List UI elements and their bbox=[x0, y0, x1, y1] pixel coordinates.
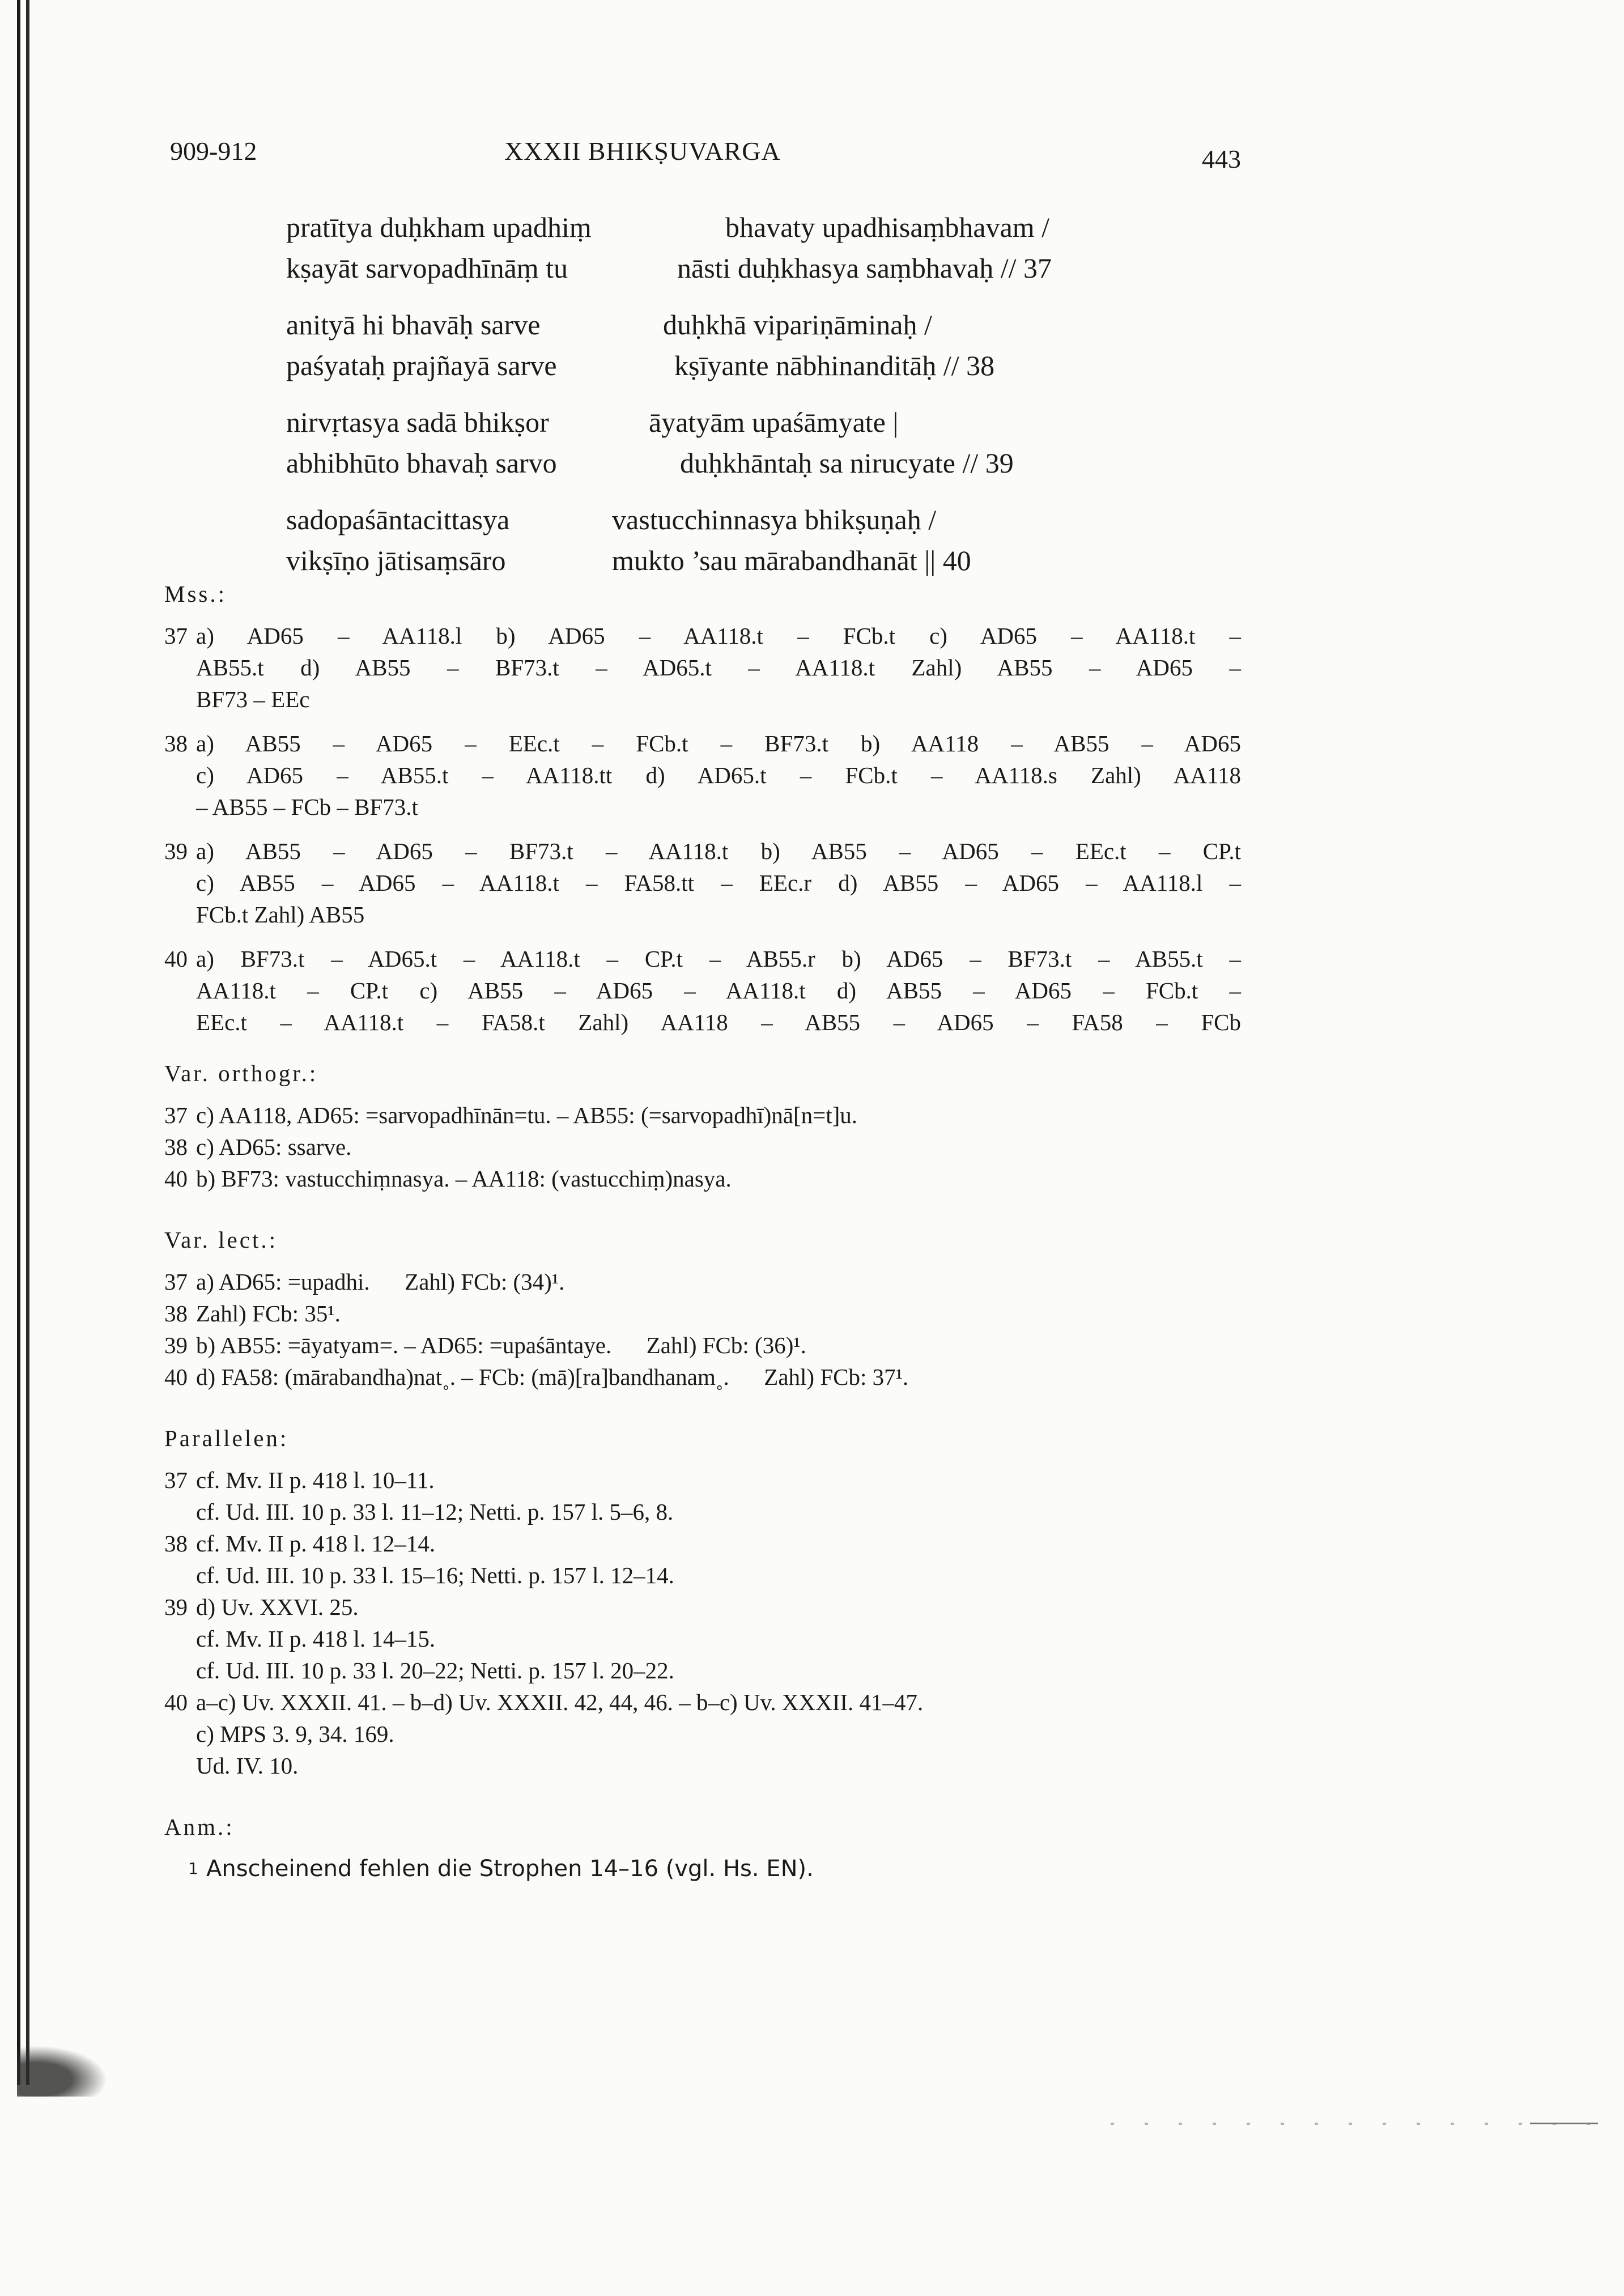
pada-b: āyatyām upaśāmyate | bbox=[649, 406, 899, 438]
pada-a: vikṣīṇo jātisaṃsāro bbox=[286, 545, 506, 576]
entry-line: FCb.t Zahl) AB55 bbox=[196, 902, 365, 928]
pada-b: nāsti duḥkhasya saṃbhavaḥ // 37 bbox=[677, 252, 1052, 284]
entry-text: cf. Ud. III. 10 p. 33 l. 11–12; Netti. p. 157 l. 5–6, 8. bbox=[196, 1499, 674, 1525]
lect-entry bbox=[164, 1266, 1241, 1298]
page-number: 443 bbox=[1202, 144, 1241, 173]
entry-text: d) FA58: (mārabandha)nat˳. – FCb: (mā)[ra]bandhanam˳. Zahl) FCb: 37¹. bbox=[196, 1364, 909, 1390]
entry-number: 37 bbox=[164, 1467, 188, 1493]
entry-line: a) AD65 – AA118.l b) AD65 – AA118.t – FCb.t c) AD65 – AA118.t – bbox=[196, 623, 1241, 649]
entry-number bbox=[164, 1718, 196, 1750]
entry-number: 37 bbox=[164, 1269, 188, 1295]
verse-line bbox=[286, 540, 1249, 581]
entry-number: 38 bbox=[164, 730, 188, 756]
pada-a: pratītya duḥkham upadhiṃ bbox=[286, 211, 592, 243]
parallel-entry bbox=[164, 1686, 1241, 1718]
entry-text: d) Uv. XXVI. 25. bbox=[196, 1594, 359, 1620]
pada-a: anityā hi bhavāḥ sarve bbox=[286, 309, 541, 341]
entry-number: 37 bbox=[164, 1102, 188, 1128]
section-title-lect: Var. lect.: bbox=[164, 1227, 278, 1253]
verse-line bbox=[286, 499, 1249, 540]
binding-smudge bbox=[17, 2040, 119, 2097]
entry-number: 37 bbox=[164, 623, 188, 649]
scan-rule bbox=[1530, 2123, 1598, 2124]
entry-number: 38 bbox=[164, 1300, 188, 1326]
entry-line: EEc.t – AA118.t – FA58.t Zahl) AA118 – AB55 – AD65 – FA58 – FCb bbox=[196, 1009, 1241, 1035]
verse-40 bbox=[286, 499, 1249, 581]
entry-line: a) AB55 – AD65 – EEc.t – FCb.t – BF73.t b) AA118 – AB55 – AD65 bbox=[196, 730, 1241, 756]
orthogr-entry bbox=[164, 1131, 1241, 1163]
header-chapter-title: XXXII BHIKṢUVARGA bbox=[504, 137, 781, 165]
entry-line: c) AD65 – AB55.t – AA118.tt d) AD65.t – FCb.t – AA118.s Zahl) AA118 bbox=[196, 762, 1241, 788]
entry-number: 40 bbox=[164, 1689, 188, 1715]
pada-a: paśyataḥ prajñayā sarve bbox=[286, 350, 557, 381]
entry-text: b) AB55: =āyatyam=. – AD65: =upaśāntaye. Zahl) FCb: (36)¹. bbox=[196, 1332, 806, 1358]
binding-shadow bbox=[17, 0, 29, 2085]
verse-block bbox=[286, 207, 1249, 597]
parallel-entry bbox=[164, 1528, 1241, 1559]
entry-number: 40 bbox=[164, 946, 188, 972]
entry-text: Zahl) FCb: 35¹. bbox=[196, 1300, 341, 1326]
entry-text: a–c) Uv. XXXII. 41. – b–d) Uv. XXXII. 42, 44, 46. – b–c) Uv. XXXII. 41–47. bbox=[196, 1689, 924, 1715]
verse-line bbox=[286, 443, 1249, 483]
entry-number bbox=[164, 1655, 196, 1686]
section-title-anm: Anm.: bbox=[164, 1814, 235, 1840]
entry-number: 39 bbox=[164, 838, 188, 864]
entry-line: AB55.t d) AB55 – BF73.t – AD65.t – AA118.t Zahl) AB55 – AD65 – bbox=[196, 654, 1241, 681]
entry-text: c) AA118, AD65: =sarvopadhīnān=tu. – AB55: (=sarvopadhī)nā[n=t]u. bbox=[196, 1102, 858, 1128]
verse-38 bbox=[286, 304, 1249, 386]
parallel-entry bbox=[164, 1496, 1241, 1528]
entry-line: AA118.t – CP.t c) AB55 – AD65 – AA118.t d) AB55 – AD65 – FCb.t – bbox=[196, 977, 1241, 1004]
entry-text: a) AD65: =upadhi. Zahl) FCb: (34)¹. bbox=[196, 1269, 565, 1295]
footnote-mark: 1 bbox=[188, 1859, 198, 1878]
section-title-mss: Mss.: bbox=[164, 581, 227, 607]
section-title-orthogr: Var. orthogr.: bbox=[164, 1060, 318, 1086]
mss-entry-39 bbox=[164, 835, 1241, 930]
entry-text: b) BF73: vastucchiṃnasya. – AA118: (vastucchiṃ)nasya. bbox=[196, 1166, 732, 1192]
entry-number bbox=[164, 1750, 196, 1781]
entry-number: 40 bbox=[164, 1364, 188, 1390]
footnote-text: Anscheinend fehlen die Strophen 14–16 (vgl. Hs. EN). bbox=[206, 1856, 814, 1882]
verse-line bbox=[286, 345, 1249, 386]
parallel-entry bbox=[164, 1464, 1241, 1496]
entry-text: cf. Mv. II p. 418 l. 14–15. bbox=[196, 1626, 436, 1652]
mss-entry-38 bbox=[164, 728, 1241, 823]
pada-a: sadopaśāntacittasya bbox=[286, 504, 510, 535]
entry-text: cf. Ud. III. 10 p. 33 l. 15–16; Netti. p. 157 l. 12–14. bbox=[196, 1562, 674, 1588]
pada-b: duḥkhā vipariṇāminaḥ / bbox=[663, 309, 932, 341]
parallel-entry bbox=[164, 1591, 1241, 1623]
entry-text bbox=[196, 620, 1241, 715]
running-header bbox=[170, 136, 1241, 181]
entry-line: a) AB55 – AD65 – BF73.t – AA118.t b) AB55 – AD65 – EEc.t – CP.t bbox=[196, 838, 1241, 864]
pada-b: vastucchinnasya bhikṣuṇaḥ / bbox=[612, 504, 937, 535]
entry-number: 39 bbox=[164, 1594, 188, 1620]
parallel-entry bbox=[164, 1623, 1241, 1655]
entry-text: cf. Mv. II p. 418 l. 12–14. bbox=[196, 1530, 436, 1557]
verse-line bbox=[286, 248, 1249, 288]
entry-text: cf. Ud. III. 10 p. 33 l. 20–22; Netti. p. 157 l. 20–22. bbox=[196, 1657, 674, 1683]
entry-line: c) AB55 – AD65 – AA118.t – FA58.tt – EEc.r d) AB55 – AD65 – AA118.l – bbox=[196, 870, 1241, 896]
pada-b: mukto ’sau mārabandhanāt || 40 bbox=[612, 545, 971, 576]
section-title-parallelen: Parallelen: bbox=[164, 1425, 289, 1451]
parallel-entry bbox=[164, 1718, 1241, 1750]
entry-line: a) BF73.t – AD65.t – AA118.t – CP.t – AB55.r b) AD65 – BF73.t – AB55.t – bbox=[196, 946, 1241, 972]
entry-text: c) AD65: ssarve. bbox=[196, 1134, 352, 1160]
entry-text bbox=[196, 835, 1241, 930]
entry-text bbox=[196, 728, 1241, 823]
entry-number: 38 bbox=[164, 1134, 188, 1160]
verse-line bbox=[286, 402, 1249, 443]
mss-entry-40 bbox=[164, 943, 1241, 1038]
entry-text bbox=[196, 943, 1241, 1038]
verse-37 bbox=[286, 207, 1249, 288]
entry-text: cf. Mv. II p. 418 l. 10–11. bbox=[196, 1467, 435, 1493]
parallel-entry bbox=[164, 1559, 1241, 1591]
lect-entry bbox=[164, 1298, 1241, 1329]
lect-entry bbox=[164, 1361, 1241, 1393]
pada-a: abhibhūto bhavaḥ sarvo bbox=[286, 447, 557, 479]
pada-b: bhavaty upadhisaṃbhavam / bbox=[725, 211, 1050, 243]
entry-number: 40 bbox=[164, 1166, 188, 1192]
pada-a: nirvṛtasya sadā bhikṣor bbox=[286, 406, 549, 438]
header-stanza-range: 909-912 bbox=[170, 137, 257, 165]
verse-line bbox=[286, 207, 1249, 248]
pada-a: kṣayāt sarvopadhīnāṃ tu bbox=[286, 252, 568, 284]
verse-line bbox=[286, 304, 1249, 345]
parallel-entry bbox=[164, 1750, 1241, 1781]
entry-text: Ud. IV. 10. bbox=[196, 1753, 299, 1779]
pada-b: duḥkhāntaḥ sa nirucyate // 39 bbox=[680, 447, 1014, 479]
scan-specks bbox=[1111, 2123, 1598, 2125]
footnote bbox=[164, 1853, 1241, 1885]
entry-number: 39 bbox=[164, 1332, 188, 1358]
entry-line: – AB55 – FCb – BF73.t bbox=[196, 794, 418, 820]
orthogr-entry bbox=[164, 1163, 1241, 1194]
parallel-entry bbox=[164, 1655, 1241, 1686]
pada-b: kṣīyante nābhinanditāḥ // 38 bbox=[674, 350, 995, 381]
lect-entry bbox=[164, 1329, 1241, 1361]
entry-number: 38 bbox=[164, 1530, 188, 1557]
entry-number bbox=[164, 1623, 196, 1655]
orthogr-entry bbox=[164, 1099, 1241, 1131]
entry-number bbox=[164, 1496, 196, 1528]
entry-number bbox=[164, 1559, 196, 1591]
entry-text: c) MPS 3. 9, 34. 169. bbox=[196, 1721, 394, 1747]
verse-39 bbox=[286, 402, 1249, 483]
mss-entry-37 bbox=[164, 620, 1241, 715]
entry-line: BF73 – EEc bbox=[196, 686, 310, 712]
apparatus bbox=[164, 578, 1241, 1885]
